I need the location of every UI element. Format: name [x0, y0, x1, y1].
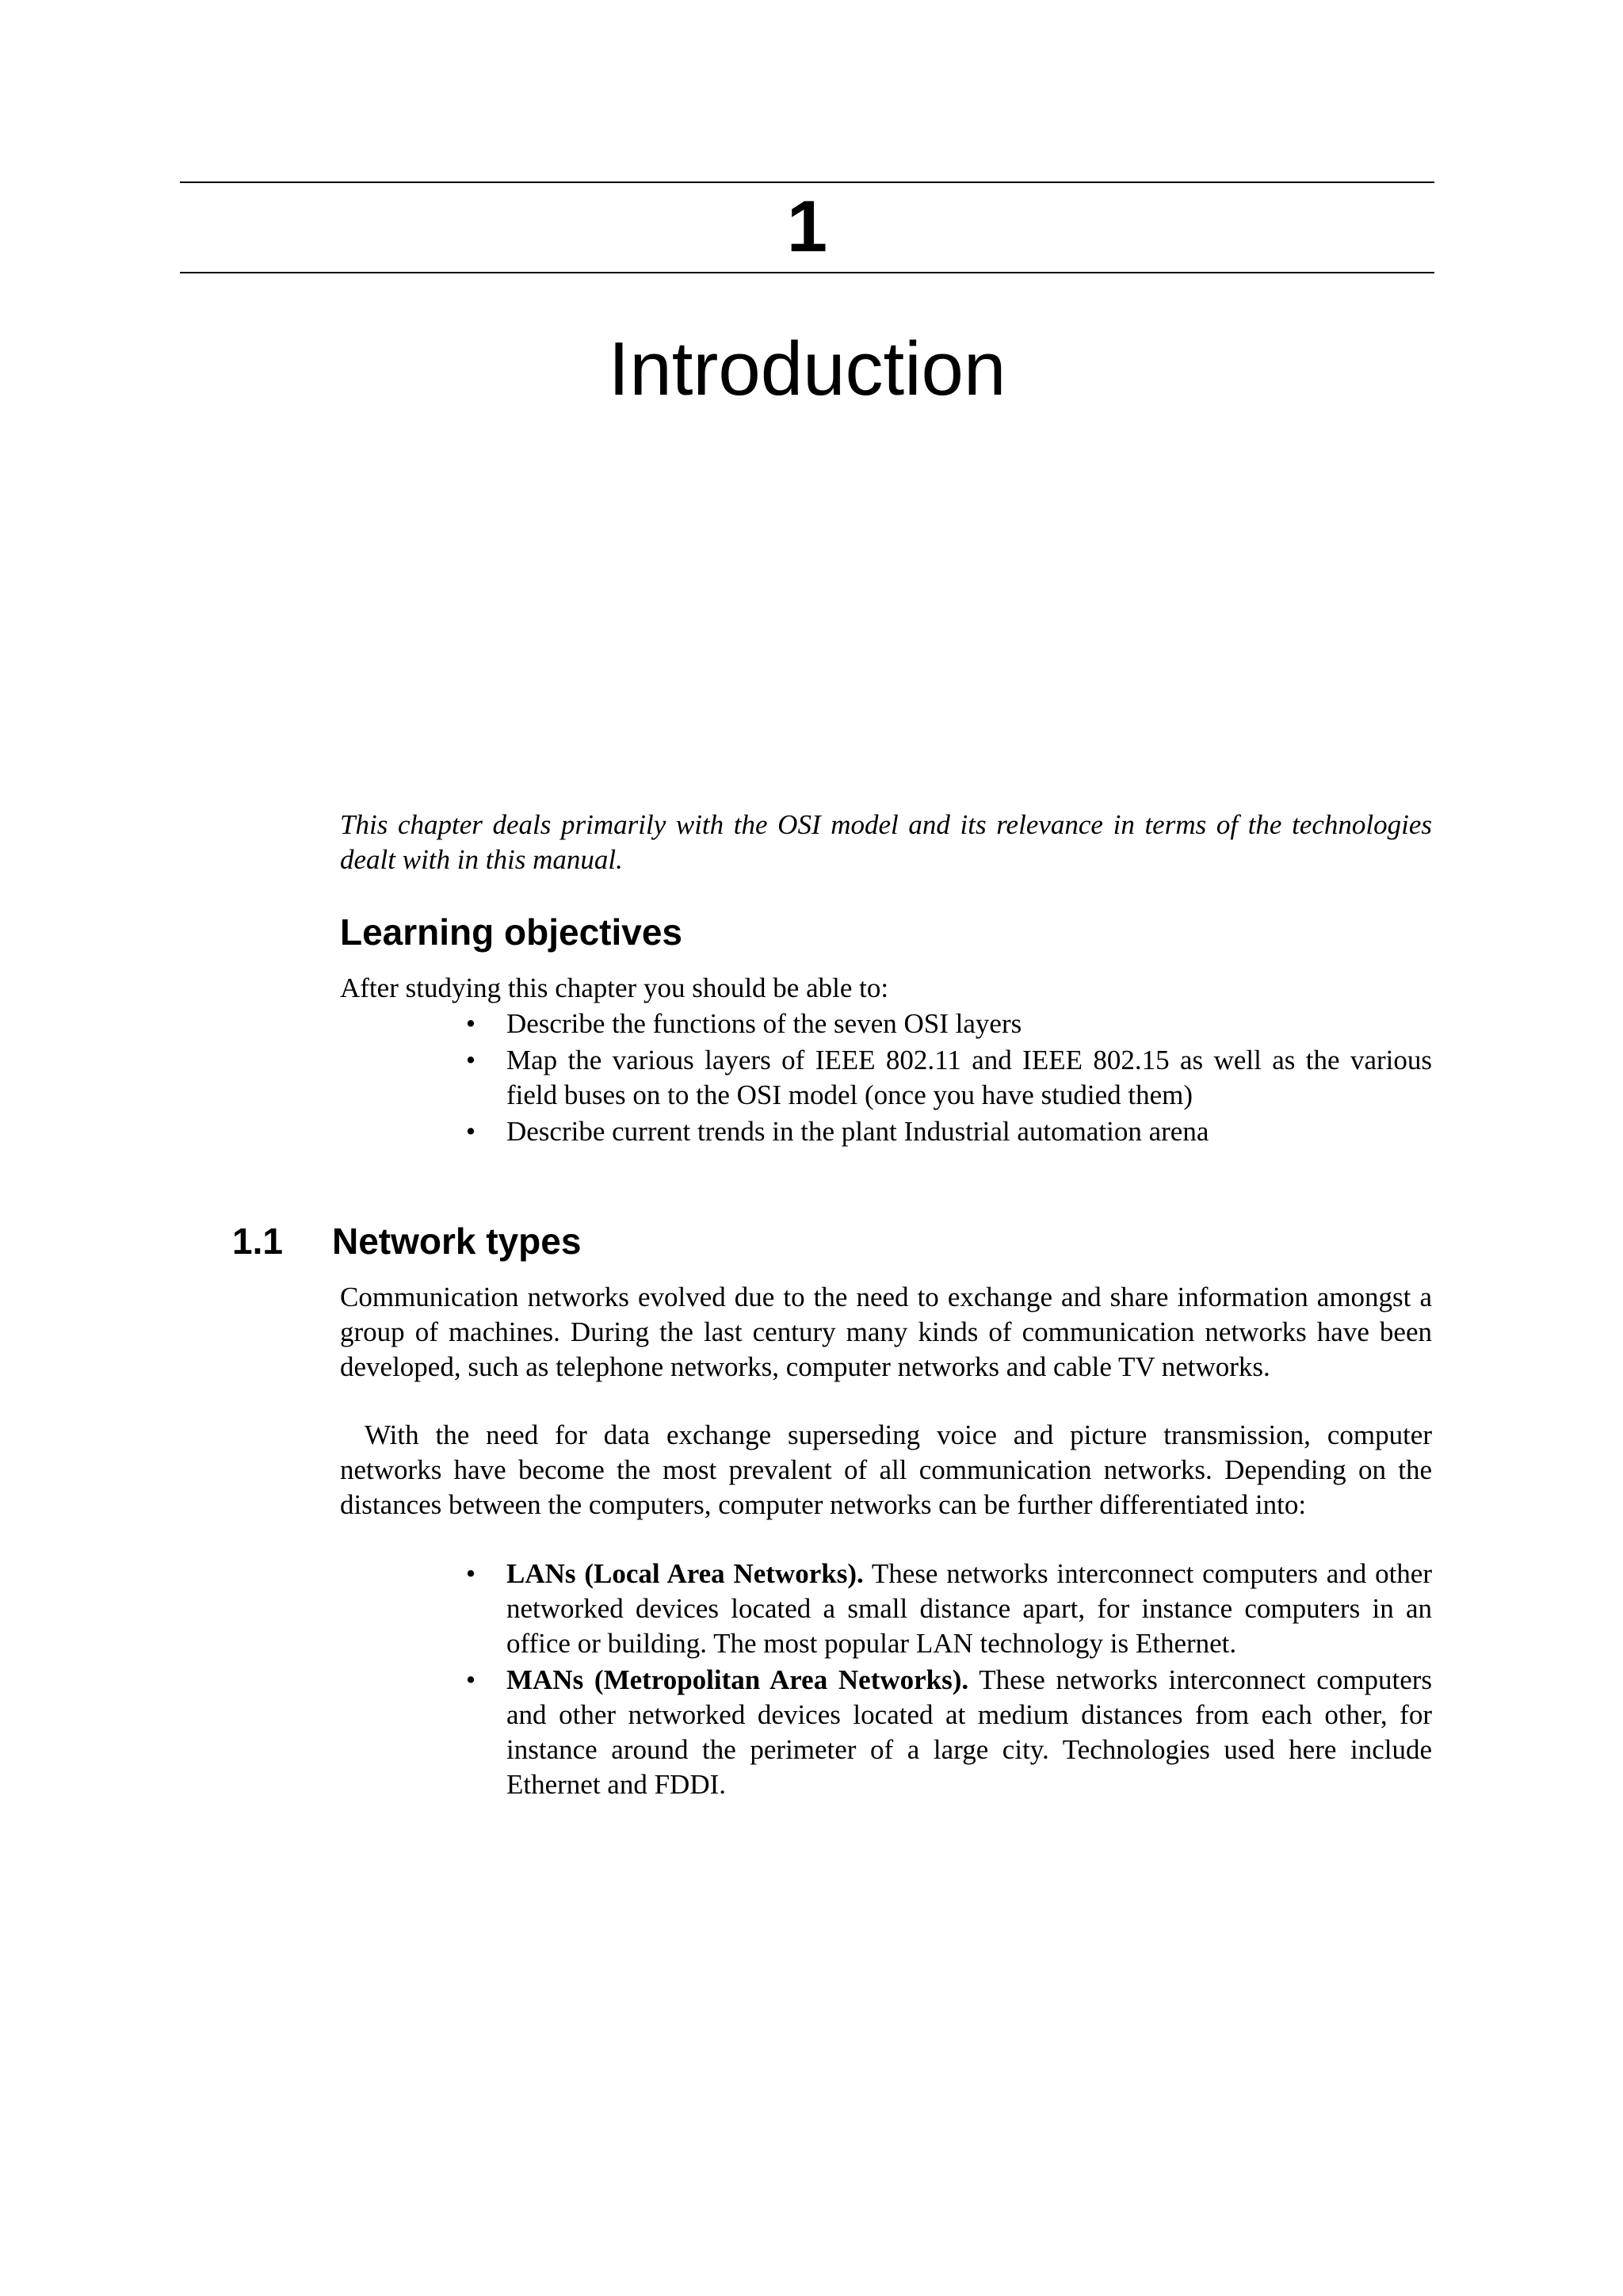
chapter-number: 1: [786, 186, 828, 267]
list-item: [465, 1663, 1432, 1802]
list-item-text: Describe current trends in the plant Industrial automation arena: [506, 1116, 1209, 1147]
learning-objectives-list: [465, 1007, 1432, 1151]
bullet-icon: •: [465, 1045, 476, 1075]
list-item: [465, 1043, 1432, 1113]
section-title: Network types: [332, 1221, 582, 1262]
bullet-icon: •: [465, 1116, 476, 1147]
list-item: [465, 1114, 1432, 1149]
body-paragraph: With the need for data exchange superseding voice and picture transmission, computer networks have become the most prevalent of all communication networks. Depending on the distances between the computers, computer networks can be further differentiated into:: [340, 1419, 1432, 1520]
chapter-intro: This chapter deals primarily with the OSI model and its relevance in terms of the technologies dealt with in this manual.: [340, 809, 1432, 875]
network-type-description: These networks interconnect computers and other networked devices located a small distance apart, for instance computers in an office or building. The most popular LAN technology is Ethernet.: [506, 1558, 1432, 1659]
network-types-list: [465, 1557, 1432, 1804]
network-type-term: MANs (Metropolitan Area Networks).: [506, 1664, 969, 1695]
list-item-text: Map the various layers of IEEE 802.11 and IEEE 802.15 as well as the various field buses on to the OSI model (once you have studied them): [506, 1045, 1432, 1110]
bullet-icon: •: [465, 1558, 476, 1589]
network-type-description: These networks interconnect computers and other networked devices located at medium distances from each other, for instance around the perimeter of a large city. Technologies used here include Ethernet and FDDI.: [506, 1664, 1432, 1800]
bullet-icon: •: [465, 1664, 476, 1695]
body-paragraph: Communication networks evolved due to the need to exchange and share information amongst a group of machines. During the last century many kinds of communication networks have been developed, such as telephone networks, computer networks and cable TV networks.: [340, 1282, 1432, 1382]
list-item: [465, 1557, 1432, 1661]
learning-objectives-lead: After studying this chapter you should be able to:: [340, 972, 889, 1003]
learning-objectives-heading: Learning objectives: [340, 911, 683, 953]
list-item: [465, 1007, 1432, 1041]
section-number: 1.1: [232, 1221, 283, 1262]
bullet-icon: •: [465, 1008, 476, 1039]
chapter-top-rule: [180, 181, 1434, 183]
list-item-text: Describe the functions of the seven OSI layers: [506, 1008, 1022, 1039]
network-type-term: LANs (Local Area Networks).: [506, 1558, 864, 1589]
chapter-bottom-rule: [180, 272, 1434, 273]
chapter-title: Introduction: [608, 327, 1006, 411]
